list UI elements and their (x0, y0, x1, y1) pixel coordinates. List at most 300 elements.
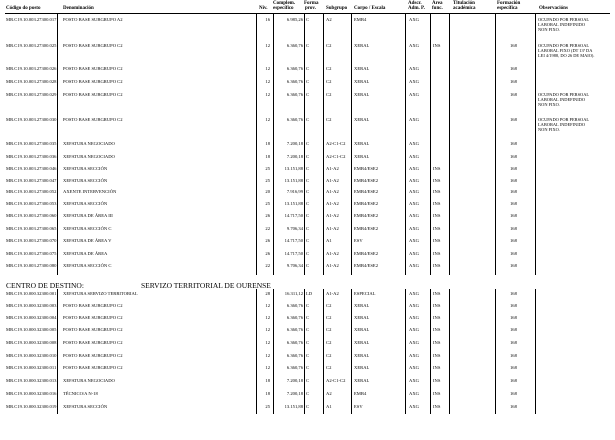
cell-area: INS (433, 303, 441, 308)
cell-denominacion: XEFATURA SECCIÓN C (63, 263, 112, 268)
cell-formacion: 168 (510, 365, 517, 370)
table-row (0, 79, 615, 89)
cell-codigo: MR.C19.10.003.27300.029 (6, 92, 57, 97)
table-row (0, 327, 615, 337)
cell-forma: C (306, 166, 310, 171)
observacion-line: OCUPADO POR PERSOAL (538, 92, 590, 97)
cell-forma: C (306, 154, 310, 159)
cell-adscr: AXG (409, 79, 419, 84)
cell-denominacion: XEFATURA SECCIÓN (63, 201, 108, 206)
cell-subgrupo: C2 (326, 365, 332, 370)
cell-complem: 13.151,88 (284, 166, 303, 171)
cell-denominacion: POSTO BASE SUBGRUPO C2 (63, 117, 123, 122)
cell-area: INS (433, 327, 441, 332)
section2-column-divider (57, 289, 58, 414)
cell-subgrupo: A1-A2 (326, 263, 339, 268)
cell-complem: 13.151,88 (284, 178, 303, 183)
cell-codigo: MR.C19.10.003.27300.065 (6, 226, 57, 231)
cell-subgrupo: A2 (326, 17, 332, 22)
cell-forma: C (306, 353, 310, 358)
cell-subgrupo: A1-A2 (326, 291, 339, 296)
cell-subgrupo: A2-C1-C2 (326, 154, 346, 159)
cell-forma: C (306, 251, 310, 256)
cell-complem: 13.151,88 (284, 201, 303, 206)
cell-nivel: 25 (265, 166, 270, 171)
cell-complem: 6.985,26 (286, 17, 303, 22)
cell-complem: 6.360,76 (286, 327, 303, 332)
cell-denominacion: POSTO BASE SUBGRUPO C2 (63, 79, 123, 84)
section1-column-divider (273, 14, 274, 275)
table-row (0, 178, 615, 188)
header-observacions: Observacións (539, 6, 568, 11)
table-row (0, 213, 615, 223)
cell-denominacion: XEFATURA SECCIÓN C (63, 226, 112, 231)
cell-denominacion: POSTO BASE SUBGRUPO C2 (63, 43, 123, 48)
cell-subgrupo: C2 (326, 43, 332, 48)
cell-subgrupo: A2-C1-C2 (326, 378, 346, 383)
cell-adscr: AXG (409, 378, 419, 383)
section1-column-divider (430, 14, 431, 275)
cell-adscr: AXG (409, 201, 419, 206)
table-row (0, 201, 615, 211)
cell-complem: 9.706,34 (286, 263, 303, 268)
cell-adscr: AXG (409, 303, 419, 308)
cell-forma: C (306, 303, 310, 308)
table-row (0, 66, 615, 76)
cell-nivel: 26 (265, 238, 270, 243)
cell-observacions (538, 43, 614, 58)
cell-corpo: ESV (354, 404, 363, 409)
cell-adscr: AXG (409, 391, 419, 396)
section2-column-divider (323, 289, 324, 414)
header-adm: Adm. P. (408, 6, 425, 11)
header-especifico: específico (273, 6, 294, 11)
cell-codigo: MR.C19.10.000.32300.001 (6, 291, 57, 296)
cell-forma: C (306, 213, 310, 218)
cell-area: INS (433, 340, 441, 345)
cell-formacion: 168 (510, 141, 517, 146)
cell-codigo: MR.C19.10.000.32300.004 (6, 315, 57, 320)
section2-column-divider (273, 289, 274, 414)
cell-corpo: XERAL (354, 365, 370, 370)
cell-complem: 6.360,76 (286, 92, 303, 97)
cell-complem: 13.151,88 (284, 404, 303, 409)
cell-codigo: MR.C19.10.003.27300.046 (6, 166, 57, 171)
observacion-line: LABORAL INDEFINIDO (538, 22, 586, 27)
cell-denominacion: POSTO BASE SUBGRUPO C2 (63, 365, 123, 370)
section1-column-divider (256, 14, 257, 275)
cell-codigo: MR.C19.10.000.32300.013 (6, 378, 57, 383)
observacion-line: LEI 4/1988, DO 26 DE MAIO). (538, 53, 595, 58)
table-row (0, 238, 615, 248)
section1-column-divider (535, 14, 536, 275)
cell-denominacion: XEFATURA SECCIÓN (63, 166, 108, 171)
cell-complem: 7.200,18 (286, 391, 303, 396)
cell-denominacion: POSTO BASE SUBGRUPO C2 (63, 327, 123, 332)
cell-codigo: MR.C19.10.003.27300.053 (6, 201, 57, 206)
section2-column-divider (535, 289, 536, 414)
cell-adscr: AXG (409, 365, 419, 370)
cell-complem: 6.360,76 (286, 117, 303, 122)
cell-area: INS (433, 43, 441, 48)
cell-area: INS (433, 178, 441, 183)
cell-nivel: 26 (265, 213, 270, 218)
cell-adscr: AXG (409, 17, 419, 22)
cell-nivel: 12 (265, 327, 270, 332)
cell-subgrupo: C2 (326, 303, 332, 308)
section1-column-divider (351, 14, 352, 275)
cell-subgrupo: A2 (326, 391, 332, 396)
header-complem: Complem. (273, 1, 296, 6)
cell-subgrupo: A2-C1-C2 (326, 141, 346, 146)
cell-subgrupo: C2 (326, 66, 332, 71)
cell-complem: 16.311,12 (284, 291, 303, 296)
cell-corpo: XERAL (354, 353, 370, 358)
section2-column-divider (405, 289, 406, 414)
cell-corpo: EMB4/ESE2 (354, 178, 378, 183)
section1-column-divider (323, 14, 324, 275)
cell-area: INS (433, 201, 441, 206)
cell-subgrupo: A1-A2 (326, 166, 339, 171)
cell-complem: 14.717,50 (284, 213, 303, 218)
table-row (0, 43, 615, 58)
cell-complem: 7.200,18 (286, 154, 303, 159)
table-row (0, 340, 615, 350)
cell-formacion: 168 (510, 166, 517, 171)
cell-adscr: AXG (409, 327, 419, 332)
cell-corpo: XERAL (354, 303, 370, 308)
cell-corpo: EMB4/ESE2 (354, 251, 378, 256)
cell-area: INS (433, 315, 441, 320)
cell-corpo: EMB4 (354, 391, 367, 396)
cell-corpo: ESPECIAL (354, 291, 376, 296)
cell-nivel: 18 (265, 391, 270, 396)
cell-nivel: 12 (265, 340, 270, 345)
cell-adscr: AXG (409, 315, 419, 320)
header-adscr: Adscr. (408, 1, 422, 6)
observacion-line: LABORAL FIXO (DT 13ª DA (538, 48, 593, 53)
cell-codigo: MR.C19.10.000.32300.005 (6, 327, 57, 332)
cell-nivel: 25 (265, 201, 270, 206)
cell-denominacion: XEFATURA SECCIÓN (63, 178, 108, 183)
header-func: func. (432, 6, 443, 11)
cell-area: INS (433, 251, 441, 256)
cell-nivel: 12 (265, 117, 270, 122)
cell-nivel: 12 (265, 353, 270, 358)
cell-codigo: MR.C19.10.003.27300.075 (6, 251, 57, 256)
cell-complem: 7.916,99 (286, 189, 303, 194)
cell-codigo: MR.C19.10.003.27300.070 (6, 238, 57, 243)
cell-corpo: EMB4/ESE2 (354, 213, 378, 218)
header-prov: prov. (305, 6, 316, 11)
cell-adscr: AXG (409, 404, 419, 409)
cell-formacion: 168 (510, 43, 517, 48)
cell-complem: 6.360,76 (286, 66, 303, 71)
cell-formacion: 168 (510, 303, 517, 308)
cell-forma: C (306, 226, 310, 231)
cell-formacion: 168 (510, 213, 517, 218)
center-name: SERVIZO TERRITORIAL DE OURENSE (141, 281, 271, 290)
cell-adscr: AXG (409, 251, 419, 256)
cell-subgrupo: A1-A2 (326, 201, 339, 206)
table-row (0, 391, 615, 401)
cell-denominacion: AXENTE INTERVENCIÓN (63, 189, 117, 194)
cell-denominacion: XEFATURA SECCIÓN (63, 404, 108, 409)
cell-denominacion: POSTO BASE SUBGRUPO C2 (63, 66, 123, 71)
cell-codigo: MR.C19.10.003.27300.047 (6, 178, 57, 183)
cell-corpo: EMB4/ESE2 (354, 263, 378, 268)
cell-nivel: 12 (265, 43, 270, 48)
cell-forma: C (306, 141, 310, 146)
cell-forma: C (306, 17, 310, 22)
observacion-line: LABORAL INDEFINIDO (538, 97, 586, 102)
cell-nivel: 25 (265, 404, 270, 409)
section1-column-divider (304, 14, 305, 275)
cell-nivel: 25 (265, 178, 270, 183)
cell-codigo: MR.C19.10.000.32300.003 (6, 303, 57, 308)
cell-nivel: 20 (265, 189, 270, 194)
cell-formacion: 168 (510, 201, 517, 206)
cell-denominacion: XEFATURA NEGOCIADO (63, 378, 115, 383)
center-label: CENTRO DE DESTINO: (6, 281, 84, 290)
table-row (0, 154, 615, 164)
cell-formacion: 168 (510, 226, 517, 231)
cell-subgrupo: C2 (326, 340, 332, 345)
cell-denominacion: POSTO BASE SUBGRUPO A2 (63, 17, 123, 22)
cell-forma: LD (306, 291, 313, 296)
header-area: Área (432, 1, 443, 6)
cell-area: INS (433, 166, 441, 171)
cell-complem: 6.360,76 (286, 303, 303, 308)
cell-denominacion: POSTO BASE SUBGRUPO C2 (63, 340, 123, 345)
cell-formacion: 168 (510, 327, 517, 332)
cell-subgrupo: A1 (326, 238, 332, 243)
cell-corpo: XERAL (354, 92, 370, 97)
cell-nivel: 18 (265, 154, 270, 159)
cell-subgrupo: C2 (326, 315, 332, 320)
cell-nivel: 12 (265, 66, 270, 71)
table-row (0, 141, 615, 151)
table-row (0, 291, 615, 301)
cell-subgrupo: A1-A2 (326, 213, 339, 218)
cell-adscr: AXG (409, 117, 419, 122)
cell-corpo: XERAL (354, 154, 370, 159)
cell-codigo: MR.C19.10.003.27300.025 (6, 43, 57, 48)
cell-forma: C (306, 315, 310, 320)
cell-subgrupo: C2 (326, 92, 332, 97)
cell-codigo: MR.C19.10.003.27300.060 (6, 213, 57, 218)
cell-area: INS (433, 404, 441, 409)
section1-column-divider (495, 14, 496, 275)
cell-forma: C (306, 117, 310, 122)
cell-area: INS (433, 226, 441, 231)
section2-column-divider (430, 289, 431, 414)
cell-formacion: 168 (510, 238, 517, 243)
cell-forma: C (306, 263, 310, 268)
cell-complem: 6.360,76 (286, 340, 303, 345)
observacion-line: NON FIXO. (538, 127, 560, 132)
table-row (0, 226, 615, 236)
cell-adscr: AXG (409, 43, 419, 48)
cell-complem: 6.360,76 (286, 353, 303, 358)
cell-adscr: AXG (409, 154, 419, 159)
header-academica: académica (453, 6, 476, 11)
cell-formacion: 168 (510, 154, 517, 159)
cell-subgrupo: C2 (326, 79, 332, 84)
cell-complem: 14.717,50 (284, 251, 303, 256)
cell-forma: C (306, 391, 310, 396)
cell-codigo: MR.C19.10.003.27300.036 (6, 154, 57, 159)
cell-forma: C (306, 365, 310, 370)
cell-subgrupo: A1-A2 (326, 226, 339, 231)
observacion-line: OCUPADO POR PERSOAL (538, 117, 590, 122)
cell-observacions (538, 17, 614, 32)
cell-adscr: AXG (409, 353, 419, 358)
cell-denominacion: POSTO BASE SUBGRUPO C2 (63, 315, 123, 320)
section1-column-divider (57, 14, 58, 275)
section2-column-divider (351, 289, 352, 414)
cell-denominacion: POSTO BASE SUBGRUPO C2 (63, 303, 123, 308)
table-row (0, 404, 615, 414)
cell-forma: C (306, 92, 310, 97)
cell-denominacion: XEFATURA DE ÁREA V (63, 238, 112, 243)
cell-adscr: AXG (409, 340, 419, 345)
observacion-line: NON FIXO. (538, 102, 560, 107)
table-row (0, 315, 615, 325)
cell-forma: C (306, 327, 310, 332)
cell-area: INS (433, 378, 441, 383)
cell-adscr: AXG (409, 226, 419, 231)
cell-corpo: ESV (354, 238, 363, 243)
cell-formacion: 168 (510, 117, 517, 122)
cell-formacion: 168 (510, 291, 517, 296)
cell-corpo: EMB4/ESE2 (354, 166, 378, 171)
cell-denominacion: XEFATURA DE ÁREA III (63, 213, 113, 218)
header-corpo: Corpo / Escala (354, 6, 386, 11)
cell-codigo: MR.C19.10.000.32300.008 (6, 340, 57, 345)
header-formacion: Formación (497, 1, 521, 6)
header-subgrupo: Subgrupo (326, 6, 348, 11)
cell-nivel: 12 (265, 315, 270, 320)
cell-adscr: AXG (409, 238, 419, 243)
cell-adscr: AXG (409, 166, 419, 171)
cell-subgrupo: C2 (326, 327, 332, 332)
cell-adscr: AXG (409, 66, 419, 71)
cell-corpo: EMB4/ESE2 (354, 189, 378, 194)
cell-subgrupo: C2 (326, 117, 332, 122)
observacion-line: LABORAL INDEFINIDO (538, 122, 586, 127)
cell-formacion: 168 (510, 66, 517, 71)
cell-denominacion: XEFATURA NEGOCIADO (63, 141, 115, 146)
cell-corpo: XERAL (354, 327, 370, 332)
cell-corpo: XERAL (354, 315, 370, 320)
cell-nivel: 12 (265, 79, 270, 84)
cell-nivel: 22 (265, 226, 270, 231)
header-codigo: Código do posto (6, 6, 41, 11)
cell-adscr: AXG (409, 141, 419, 146)
cell-codigo: MR.C19.10.003.27300.052 (6, 189, 57, 194)
cell-area: INS (433, 238, 441, 243)
cell-denominacion: XEFATURA NEGOCIADO (63, 154, 115, 159)
cell-adscr: AXG (409, 213, 419, 218)
cell-complem: 7.200,18 (286, 141, 303, 146)
cell-area: INS (433, 263, 441, 268)
cell-forma: C (306, 238, 310, 243)
cell-subgrupo: A1-A2 (326, 251, 339, 256)
table-row (0, 117, 615, 132)
cell-corpo: XERAL (354, 141, 370, 146)
cell-codigo: MR.C19.10.000.32300.010 (6, 353, 57, 358)
cell-area: INS (433, 291, 441, 296)
cell-adscr: AXG (409, 189, 419, 194)
observacion-line: NON FIXO. (538, 27, 560, 32)
cell-area: INS (433, 189, 441, 194)
cell-formacion: 168 (510, 79, 517, 84)
cell-formacion: 168 (510, 353, 517, 358)
cell-nivel: 18 (265, 378, 270, 383)
cell-forma: C (306, 43, 310, 48)
section2-column-divider (304, 289, 305, 414)
header-titulacion: Titulación (453, 1, 475, 6)
table-row (0, 365, 615, 375)
cell-nivel: 26 (265, 251, 270, 256)
cell-nivel: 12 (265, 303, 270, 308)
cell-formacion: 168 (510, 315, 517, 320)
header-especifica: específica (497, 6, 518, 11)
cell-corpo: XERAL (354, 340, 370, 345)
section2-column-divider (256, 289, 257, 414)
cell-codigo: MR.C19.10.003.27300.028 (6, 79, 57, 84)
cell-subgrupo: A1-A2 (326, 189, 339, 194)
cell-complem: 6.360,76 (286, 79, 303, 84)
cell-codigo: MR.C19.10.000.32300.019 (6, 404, 57, 409)
cell-corpo: XERAL (354, 43, 370, 48)
cell-adscr: AXG (409, 178, 419, 183)
cell-nivel: 18 (265, 141, 270, 146)
table-row (0, 189, 615, 199)
section1-column-divider (449, 14, 450, 275)
table-row (0, 303, 615, 313)
cell-formacion: 168 (510, 263, 517, 268)
cell-codigo: MR.C19.10.003.27300.035 (6, 141, 57, 146)
cell-corpo: EMB4 (354, 17, 367, 22)
cell-forma: C (306, 79, 310, 84)
cell-area: INS (433, 213, 441, 218)
cell-area: INS (433, 353, 441, 358)
section1-column-divider (405, 14, 406, 275)
cell-formacion: 168 (510, 340, 517, 345)
cell-denominacion: XEFATURA SERVIZO TERRITORIAL (63, 291, 138, 296)
observacion-line: OCUPADO POR PERSOAL (538, 43, 590, 48)
cell-denominacion: POSTO BASE SUBGRUPO C2 (63, 92, 123, 97)
table-row (0, 92, 615, 107)
cell-nivel: 22 (265, 263, 270, 268)
cell-corpo: XERAL (354, 378, 370, 383)
cell-complem: 6.360,76 (286, 43, 303, 48)
cell-codigo: MR.C19.10.003.27300.030 (6, 117, 57, 122)
table-row (0, 263, 615, 273)
cell-complem: 6.360,76 (286, 315, 303, 320)
cell-subgrupo: A1 (326, 404, 332, 409)
section2-column-divider (449, 289, 450, 414)
cell-formacion: 168 (510, 189, 517, 194)
cell-nivel: 28 (265, 291, 270, 296)
cell-observacions (538, 92, 614, 107)
cell-codigo: MR.C19.10.003.27300.026 (6, 66, 57, 71)
cell-subgrupo: A1-A2 (326, 178, 339, 183)
cell-codigo: MR.C19.10.000.32300.016 (6, 391, 57, 396)
cell-forma: C (306, 340, 310, 345)
